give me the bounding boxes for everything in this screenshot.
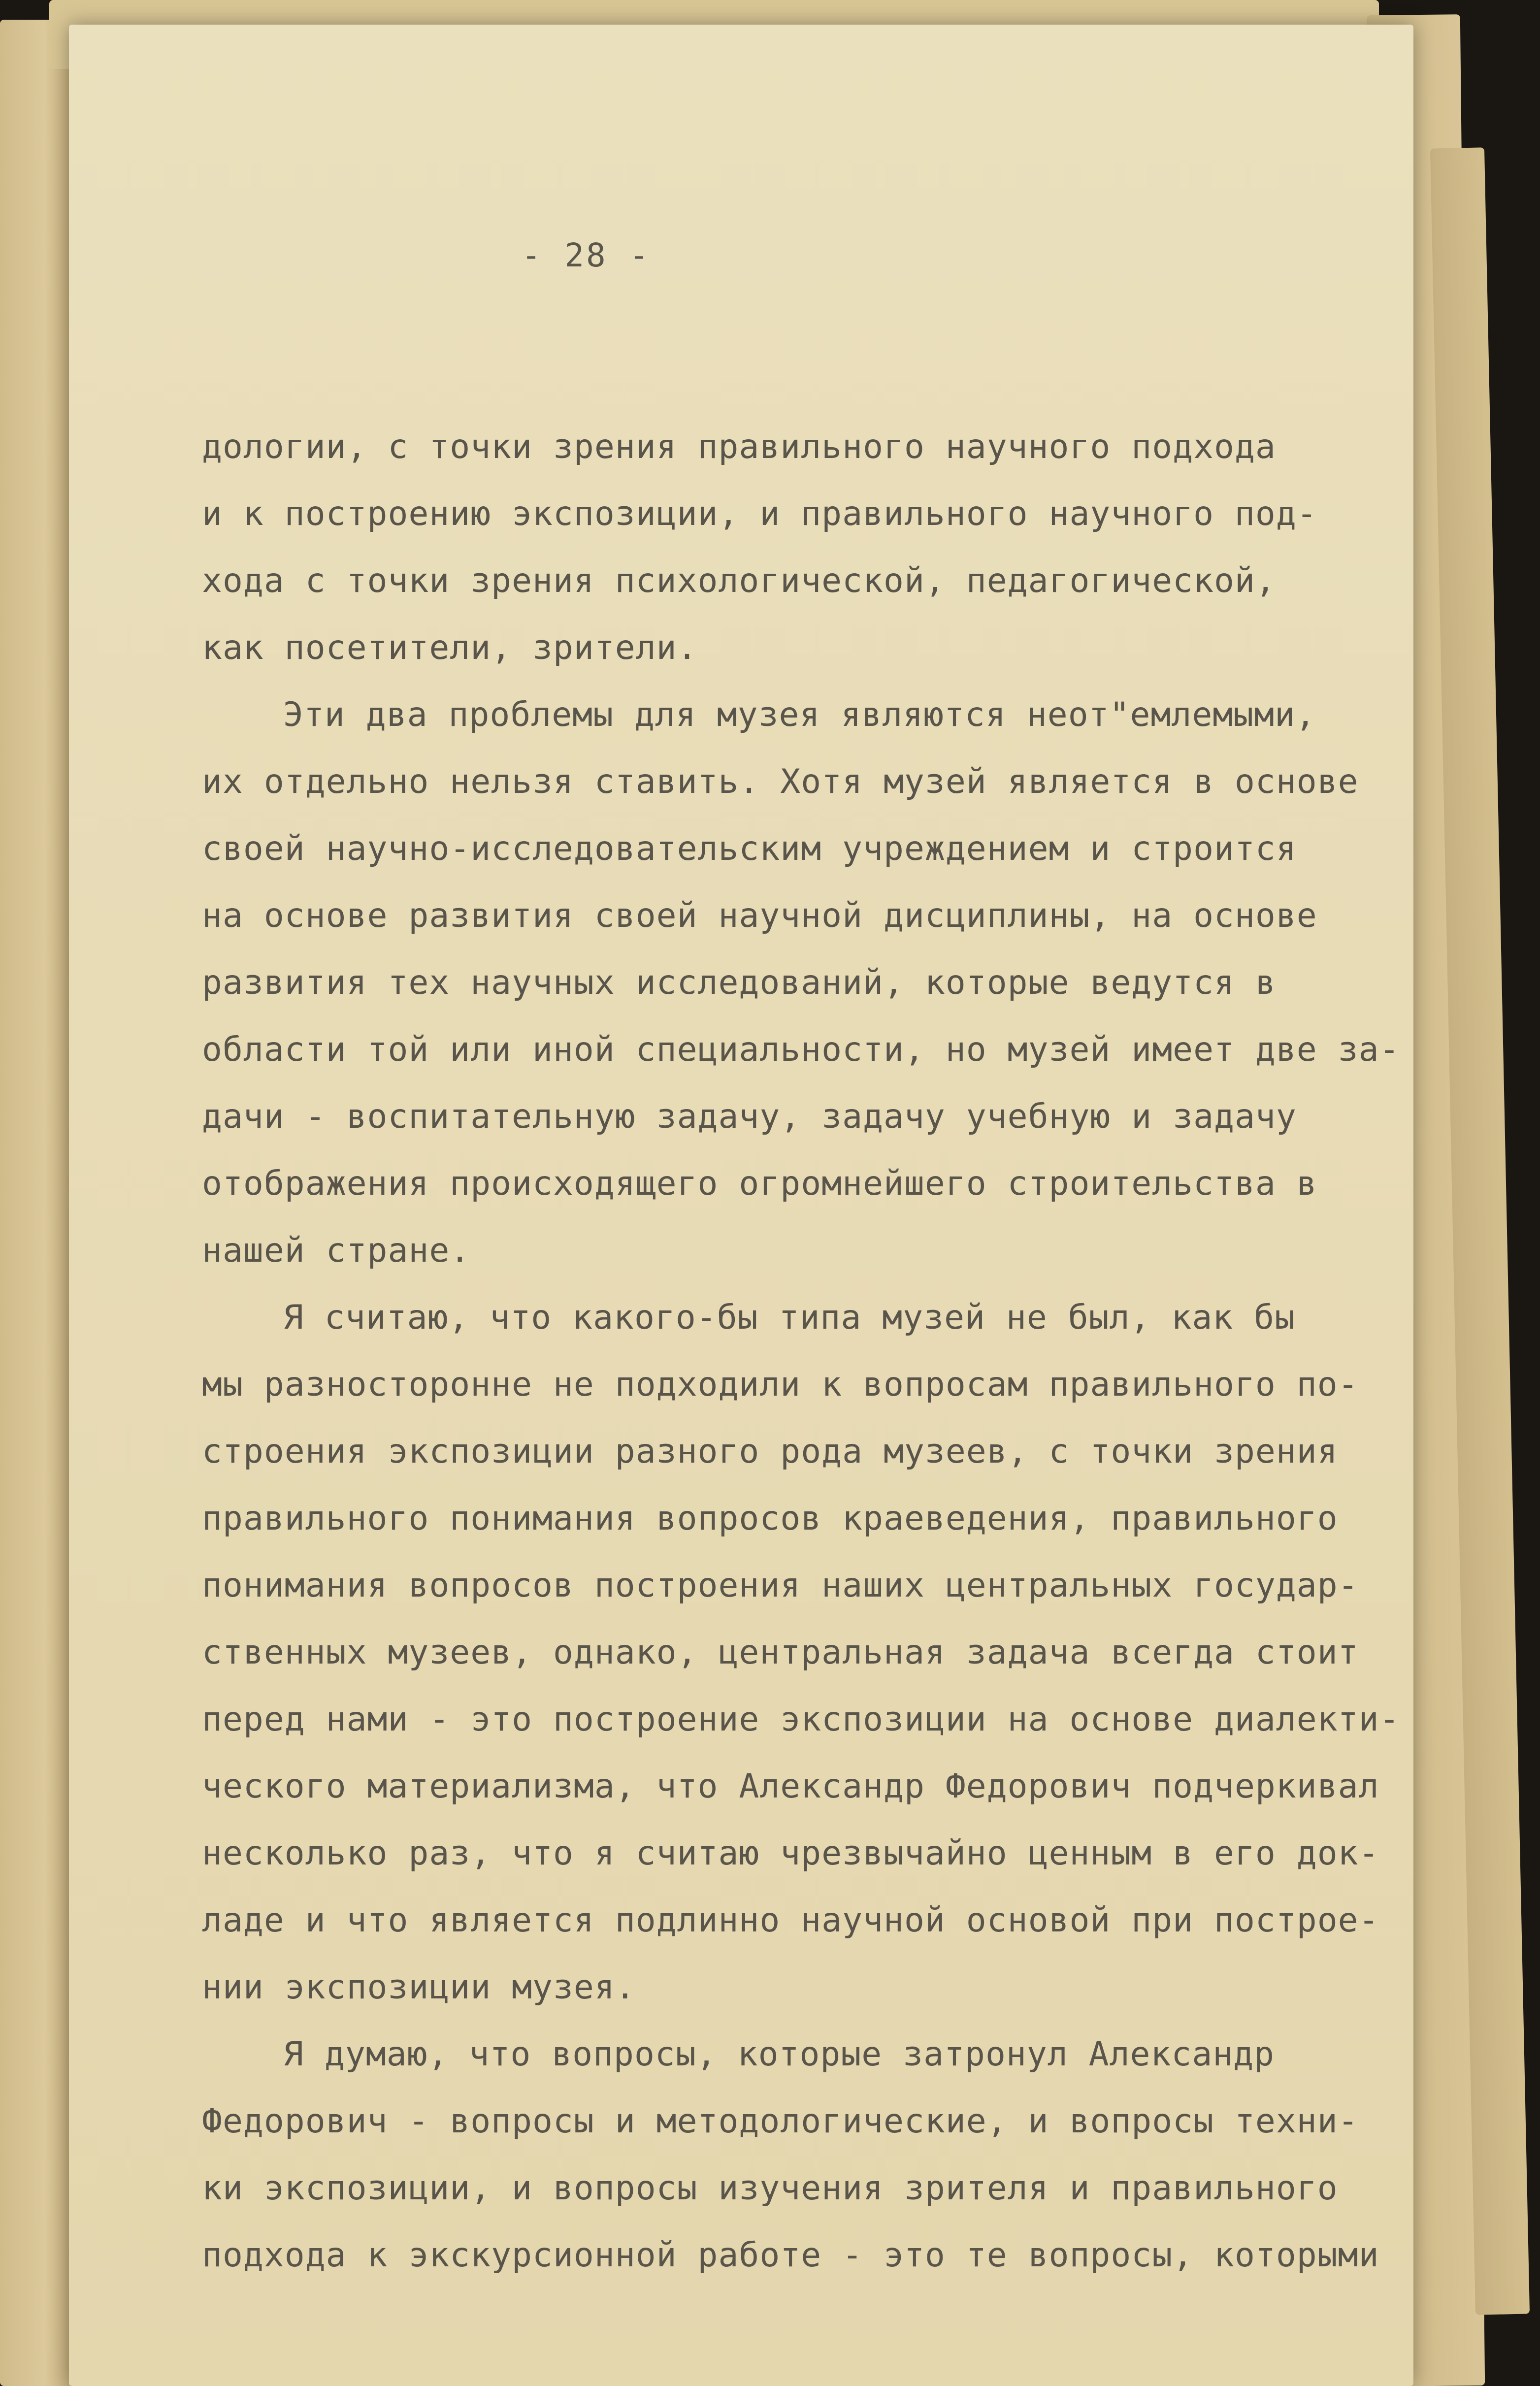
body-text xyxy=(202,414,1413,2289)
text-line: и к построению экспозиции, и правильного научного под- xyxy=(202,494,1317,533)
text-line: строения экспозиции разного рода музеев, с точки зрения xyxy=(202,1432,1338,1471)
text-line: своей научно-исследовательским учреждением и строится xyxy=(202,829,1297,868)
text-line: Я считаю, что какого-бы типа музей не был, как бы xyxy=(283,1298,1296,1337)
text-line: дачи - воспитательную задачу, задачу учебную и задачу xyxy=(202,1097,1297,1136)
text-line: ственных музеев, однако, центральная задача всегда стоит xyxy=(202,1633,1359,1672)
page-number: - 28 - xyxy=(521,236,651,274)
text-line: как посетители, зрители. xyxy=(202,628,698,667)
text-line: Я думаю, что вопросы, которые затронул Александр xyxy=(283,2035,1275,2074)
text-line: развития тех научных исследований, которые ведутся в xyxy=(202,963,1276,1002)
text-line: правильного понимания вопросов краеведения, правильного xyxy=(202,1499,1338,1538)
text-line: области той или иной специальности, но музей имеет две за- xyxy=(202,1030,1400,1069)
text-line: мы разносторонне не подходили к вопросам правильного по- xyxy=(202,1365,1359,1404)
text-line: на основе развития своей научной дисциплины, на основе xyxy=(202,896,1317,935)
typewritten-page xyxy=(69,25,1413,2386)
text-line: отображения происходящего огромнейшего строительства в xyxy=(202,1164,1317,1203)
text-line: несколько раз, что я считаю чрезвычайно ценным в его док- xyxy=(202,1834,1379,1873)
text-line: Федорович - вопросы и методологические, и вопросы техни- xyxy=(202,2102,1359,2141)
text-line: ки экспозиции, и вопросы изучения зрителя и правильного xyxy=(202,2169,1338,2208)
underlying-sheet-left xyxy=(0,20,74,2386)
text-line: нии экспозиции музея. xyxy=(202,1968,636,2007)
text-line: их отдельно нельзя ставить. Хотя музей является в основе xyxy=(202,762,1359,801)
text-line: перед нами - это построение экспозиции на основе диалекти- xyxy=(202,1700,1400,1739)
text-line: нашей стране. xyxy=(202,1231,471,1270)
text-line: подхода к экскурсионной работе - это те вопросы, которыми xyxy=(202,2236,1379,2275)
text-line: понимания вопросов построения наших центральных государ- xyxy=(202,1566,1359,1605)
text-line: ладе и что является подлинно научной основой при построе- xyxy=(202,1901,1379,1940)
text-line: ческого материализма, что Александр Федорович подчеркивал xyxy=(202,1767,1379,1806)
text-line: дологии, с точки зрения правильного научного подхода xyxy=(202,427,1276,466)
text-line: Эти два проблемы для музея являются неот"емлемыми, xyxy=(283,695,1316,734)
text-line: хода с точки зрения психологической, педагогической, xyxy=(202,561,1276,600)
